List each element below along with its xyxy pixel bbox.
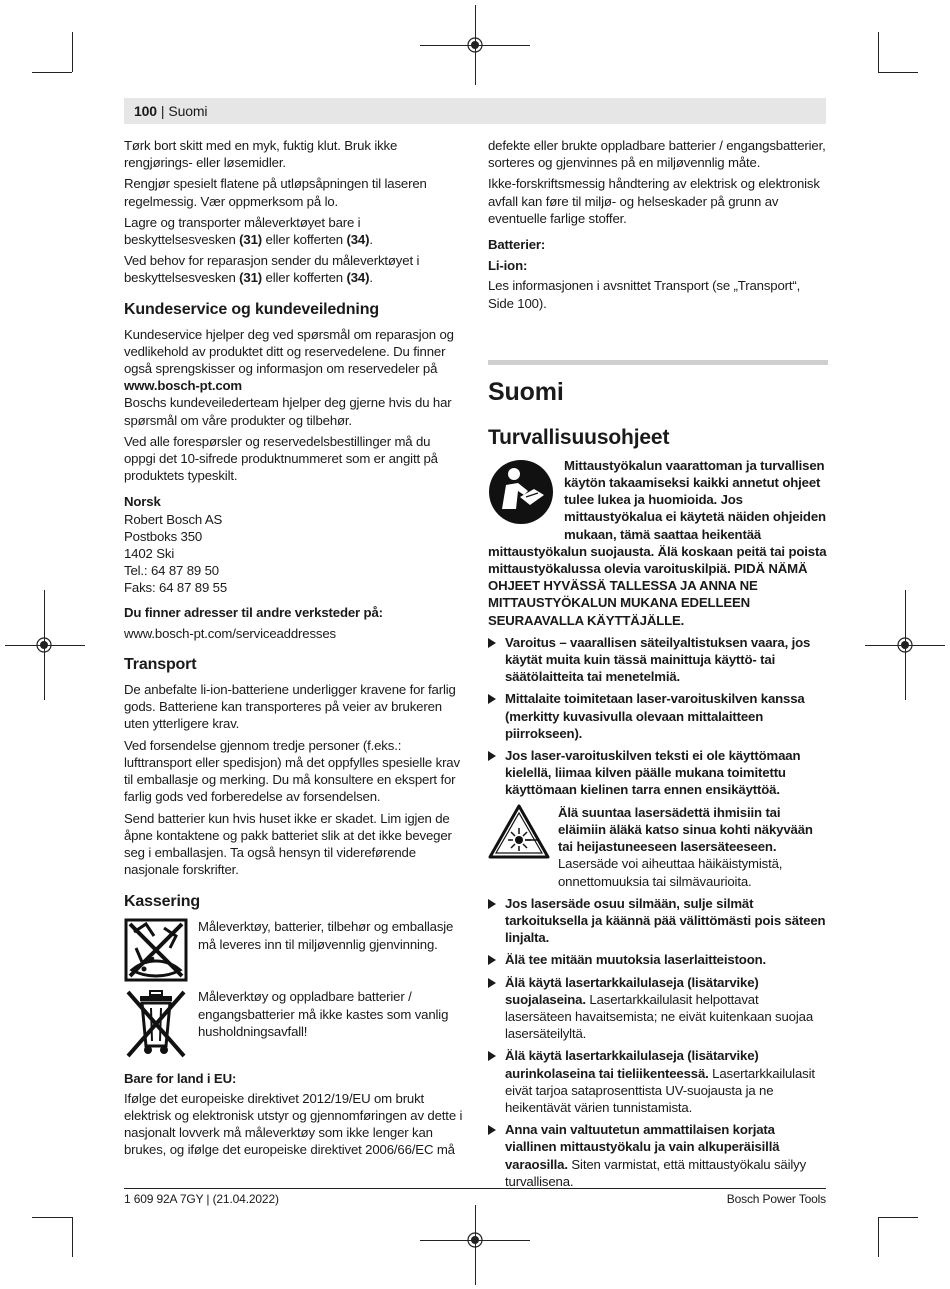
bullet-triangle-icon (488, 694, 496, 704)
registration-target-icon (466, 36, 484, 54)
other-addresses-url[interactable]: www.bosch-pt.com/serviceaddresses (124, 625, 336, 641)
page-header (124, 98, 826, 124)
care-text: Rengjør spesielt flatene på utløpsåpningen til laseren regelmessig. Vær oppmerksom på lo. (124, 176, 427, 209)
warning-text: Jos laser-varoituskilven teksti ei ole käyttömaan kielellä, liimaa kilven päälle mukana toimitettu käyttömaan kielinen tarra ennen ensikäyttöä. (505, 748, 801, 798)
recycling-text: defekte eller brukte oppladbare batterier / engangsbatterier, sorteres og gjenvinnes på en miljøvennlig måte. (488, 138, 826, 171)
order-text: Ved alle forespørsler og reservedelsbestillinger må du oppgi det 10-sifrede produktnummeret som er angitt på produktets typeskilt. (124, 433, 438, 484)
warning-text: Mittalaite toimitetaan laser-varoituskilven kanssa (merkitty kuvasivulla olevaan mittalaitteen piirrokseen). (505, 691, 805, 741)
page-number: 100 (134, 103, 157, 119)
footer-rule (124, 1188, 826, 1189)
footer-brand: Bosch Power Tools (726, 1192, 826, 1206)
header-language: Suomi (168, 103, 208, 119)
transport-text: De anbefalte li-ion-batteriene underligger kravene for farlig gods. Batteriene kan transporteres på veier av brukeren uten ytterligere krav. (124, 682, 456, 732)
laser-hazard-icon (488, 804, 550, 860)
bullet-triangle-icon (488, 1051, 496, 1061)
warning-text-normal: Lasertarkkailulasit eivät tarjoa sataprosenttista UV-suojausta ja ne heikentävät värien tunnistamista. (505, 1065, 815, 1115)
warning-text-bold: Älä käytä lasertarkkailulaseja (lisätarvike) aurinkolaseina tai tieliikenteessä. (505, 1048, 759, 1081)
disposal-text: Måleverktøy, batterier, tilbehør og emballasje må leveres inn til miljøvennlig gjenvinning. (198, 919, 454, 952)
left-column (124, 137, 464, 1158)
crop-mark (878, 32, 879, 72)
repair-text (124, 252, 464, 286)
storage-text-mid: eller kofferten (262, 232, 347, 248)
warning-item (488, 895, 828, 947)
liion-label: Li-ion: (488, 258, 528, 274)
other-addresses-label: Du finner adresser til andre verksteder på: (124, 604, 383, 620)
laser-warning-text (558, 804, 828, 890)
laser-warning (488, 804, 828, 890)
warning-text: Älä tee mitään muutoksia laserlaitteistoon. (505, 952, 767, 968)
warning-text: Jos lasersäde osuu silmään, sulje silmät tarkoituksella ja käännä pää välittömästi pois säteen linjalta. (505, 895, 826, 946)
transport-text: Ved forsendelse gjennom tredje personer (f.eks.: lufttransport eller spedisjon) må det oppfylles spesielle krav til emballasje og merking. Du må konsultere en ekspert for farlig gods ved forberedelse av forsendelsen. (124, 737, 460, 805)
address-line: Postboks 350 (124, 528, 203, 544)
laser-warning-bold: Älä suuntaa lasersädettä ihmisiin tai eläimiin äläkä katso sinua kohti näkyvään tai heijastuneeseen lasersäteeseen. (558, 804, 813, 855)
warning-item (488, 690, 828, 742)
safety-intro (488, 457, 828, 629)
warning-item (488, 747, 828, 799)
header-separator: | (160, 103, 165, 119)
storage-text-end: . (369, 232, 373, 248)
language-title: Suomi (488, 377, 564, 406)
warning-text-bold: Älä käytä lasertarkkailulaseja (lisätarvike) suojalaseina. (505, 974, 759, 1007)
eu-label: Bare for land i EU: (124, 1071, 237, 1087)
country-label: Norsk (124, 494, 161, 510)
ref-31: (31) (239, 270, 263, 286)
footer-doc-id: 1 609 92A 7GY | (21.04.2022) (124, 1192, 279, 1206)
bullet-triangle-icon (488, 899, 496, 909)
transport-heading: Transport (124, 656, 197, 674)
crop-mark (32, 1217, 72, 1218)
advice-text: Boschs kundeveilederteam hjelper deg gjerne hvis du har spørsmål om våre produkter og tilbehør. (124, 395, 452, 428)
disposal-row (124, 918, 464, 982)
warning-text-bold: Anna vain valtuutetun ammattilaisen korjata viallinen mittaustyökalu ja vain alkuperäisillä varaosilla. (505, 1122, 780, 1172)
crop-mark (72, 32, 73, 72)
fax-line: Faks: 64 87 89 55 (124, 580, 228, 596)
service-text: Kundeservice hjelper deg ved spørsmål om reparasjon og vedlikehold av produktet ditt og reservedelene. Du finner også sprengskisser og informasjon om reservedeler på (124, 326, 454, 377)
registration-target-icon (35, 636, 53, 654)
disposal-row (124, 988, 464, 1060)
crop-mark (878, 72, 918, 73)
liion-text: Les informasjonen i avsnittet Transport (se „Transport“, Side 100). (488, 278, 801, 311)
warning-item (488, 951, 828, 968)
ref-34: (34) (346, 232, 370, 248)
warning-item (488, 974, 828, 1043)
warning-text-normal: Lasertarkkailulasit helpottavat lasersäteen havaitsemista; ne eivät kuitenkaan suojaa lasersäteilyltä. (505, 991, 814, 1042)
service-heading: Kundeservice og kundeveiledning (124, 300, 379, 318)
bullet-triangle-icon (488, 955, 496, 965)
warning-item (488, 1047, 828, 1116)
warning-text-normal: Siten varmistat, että mittaustyökalu säilyy turvallisena. (505, 1156, 807, 1189)
care-text: Tørk bort skitt med en myk, fuktig klut. Bruk ikke rengjørings- eller løsemidler. (124, 138, 398, 171)
warning-item (488, 634, 828, 686)
safety-heading: Turvallisuusohjeet (488, 425, 670, 449)
warning-text: Varoitus – vaarallisen säteilyaltistuksen vaara, jos käytät muita kuin tässä mainittuja käyttö- tai säätölaitteita tai menetelmiä. (505, 634, 811, 685)
storage-text (124, 214, 464, 248)
repair-text-start: Ved behov for reparasjon sender du måleverktøyet i beskyttelsesvesken (124, 253, 420, 286)
transport-text: Send batterier kun hvis huset ikke er skadet. Lim igjen de åpne kontaktene og pakk batteriet slik at det ikke beveger seg i emballasjen. Ta også hensyn til videreførende nasjonale forskrifter. (124, 810, 452, 878)
address-line: Robert Bosch AS (124, 511, 223, 527)
address-line: 1402 Ski (124, 546, 175, 562)
read-manual-icon (488, 459, 554, 525)
crop-mark (72, 1217, 73, 1257)
ref-31: (31) (239, 232, 263, 248)
section-divider (488, 360, 828, 365)
repair-text-end: . (369, 270, 373, 286)
registration-target-icon (896, 636, 914, 654)
crop-mark (878, 1217, 918, 1218)
address-block (124, 511, 464, 597)
ref-34: (34) (346, 270, 370, 286)
bullet-triangle-icon (488, 638, 496, 648)
service-link[interactable]: www.bosch-pt.com (124, 378, 242, 394)
registration-target-icon (466, 1231, 484, 1249)
repair-text-mid: eller kofferten (262, 270, 347, 286)
recycle-symbol-icon (124, 918, 188, 982)
disposal-text: Måleverktøy og oppladbare batterier / engangsbatterier må ikke kastes som vanlig husholdningsavfall! (198, 989, 449, 1039)
bullet-triangle-icon (488, 978, 496, 988)
crossed-bin-icon (124, 988, 188, 1060)
safety-intro-text: Mittaustyökalun vaarattoman ja turvallisen käytön takaamiseksi kaikki annetut ohjeet tulee lukea ja huomioida. Jos mittaustyökalua ei käytetä näiden ohjeiden mukaan, tämä saattaa heikentää mittaustyökalun suojausta. Älä koskaan peitä tai poista mittaustyökalussa olevia varoituskilpiä. PIDÄ NÄMÄ OHJEET HYVÄSSÄ TALLESSA JA ANNA NE MITTAUSTYÖKALUN MUKANA EDELLEEN SEURAAVALLA KÄYTTÄJÄLLE. (488, 457, 827, 628)
eu-text: Ifølge det europeiske direktivet 2012/19/EU om brukt elektrisk og elektronisk utstyr og gjennomføringen av dette i nasjonalt lovverk må måleverktøy som ikke lenger kan brukes, og ifølge det europeiske direktivet 2006/66/EC må (124, 1090, 463, 1158)
warning-item (488, 1121, 828, 1190)
phone-line: Tel.: 64 87 89 50 (124, 563, 219, 579)
bullet-triangle-icon (488, 751, 496, 761)
storage-text-start: Lagre og transporter måleverktøyet bare i beskyttelsesvesken (124, 214, 361, 248)
bullet-triangle-icon (488, 1125, 496, 1135)
laser-warning-normal: Lasersäde voi aiheuttaa häikäistymistä, onnettomuuksia tai silmävaurioita. (558, 856, 783, 889)
recycling-text: Ikke-forskriftsmessig håndtering av elektrisk og elektronisk avfall kan føre til miljø- og helseskader på grunn av eventuelle farlige stoffer. (488, 176, 820, 226)
batteries-label: Batterier: (488, 237, 546, 253)
right-column (488, 137, 828, 1190)
crop-mark (878, 1217, 879, 1257)
disposal-heading: Kassering (124, 893, 201, 911)
crop-mark (32, 72, 72, 73)
